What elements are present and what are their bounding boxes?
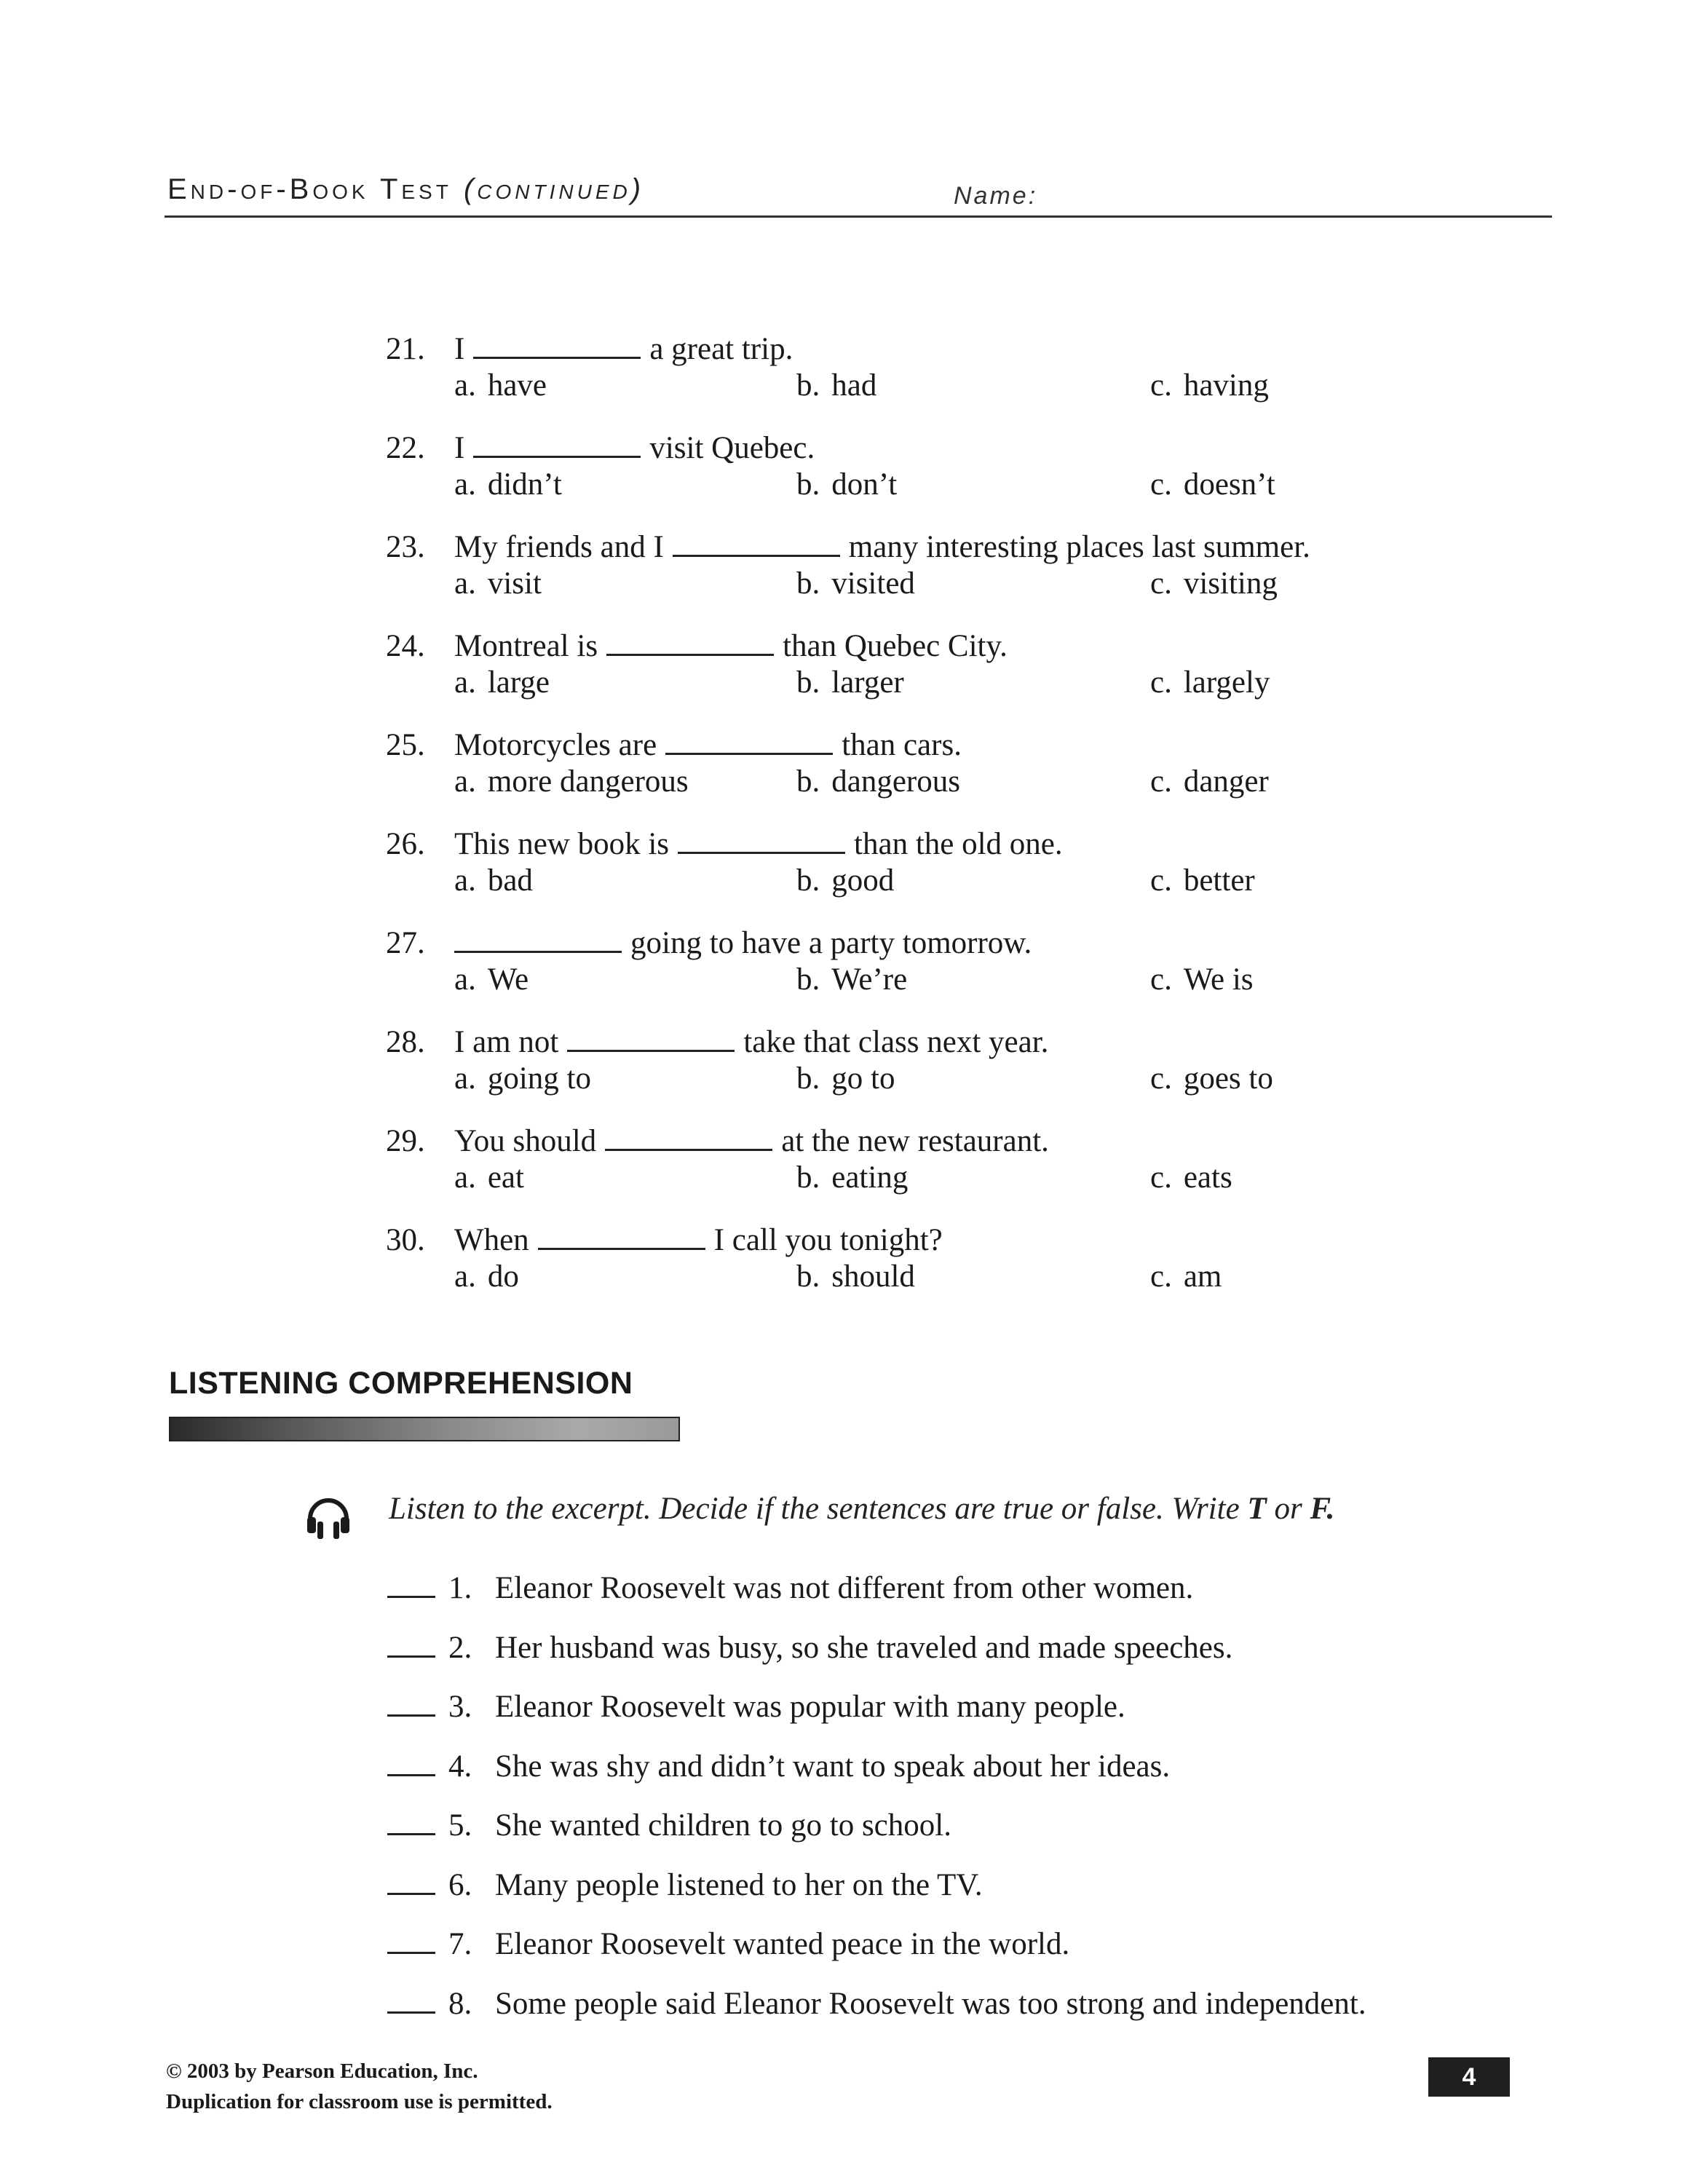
instr-f: F. — [1310, 1492, 1335, 1526]
tf-item — [387, 1984, 1366, 2022]
listening-instructions — [389, 1491, 1334, 1527]
question-stem — [386, 626, 1008, 662]
option-c[interactable] — [1150, 469, 1275, 500]
tf-item-text: Her husband was busy, so she traveled and made speeches. — [495, 1631, 1233, 1665]
question-number: 26. — [386, 827, 425, 861]
option-letter: c. — [1150, 566, 1172, 601]
question-text-before: I am not — [454, 1025, 559, 1059]
option-letter: a. — [454, 467, 476, 502]
option-letter: c. — [1150, 1061, 1172, 1096]
question-text-before: My friends and I — [454, 530, 664, 564]
tf-answer-blank[interactable] — [387, 1746, 435, 1776]
option-b[interactable] — [796, 469, 897, 500]
page-header-title — [167, 173, 644, 206]
question-number: 25. — [386, 728, 425, 762]
question-number: 27. — [386, 926, 425, 960]
question-text-after: visit Quebec. — [649, 431, 815, 465]
option-b[interactable] — [796, 568, 915, 599]
question-stem — [386, 725, 962, 761]
option-letter: b. — [796, 1259, 820, 1294]
tf-answer-blank[interactable] — [387, 1924, 435, 1954]
option-text: eats — [1183, 1160, 1232, 1195]
tf-item — [387, 1687, 1125, 1725]
tf-item-text: Some people said Eleanor Roosevelt was too strong and independent. — [495, 1987, 1366, 2021]
option-letter: b. — [796, 467, 820, 502]
question-stem — [386, 1022, 1048, 1058]
option-text: more dangerous — [487, 764, 689, 799]
question-number: 22. — [386, 431, 425, 465]
tf-item-number: 6. — [448, 1868, 472, 1902]
question-text-after: many interesting places last summer. — [848, 530, 1310, 564]
option-text: eating — [831, 1160, 909, 1195]
answer-blank[interactable] — [473, 329, 641, 359]
option-text: We is — [1183, 962, 1254, 997]
option-text: going to — [487, 1061, 591, 1096]
option-letter: b. — [796, 863, 820, 898]
answer-blank[interactable] — [454, 923, 622, 953]
tf-item-number: 2. — [448, 1631, 472, 1665]
tf-item — [387, 1924, 1069, 1962]
option-letter: a. — [454, 368, 476, 403]
answer-blank[interactable] — [538, 1220, 705, 1250]
question-text-before: When — [454, 1223, 529, 1257]
option-letter: a. — [454, 665, 476, 700]
option-letter: a. — [454, 1259, 476, 1294]
section-title: LISTENING COMPREHENSION — [169, 1366, 633, 1401]
question-text-after: going to have a party tomorrow. — [630, 926, 1032, 960]
question-number: 23. — [386, 530, 425, 564]
option-letter: b. — [796, 566, 820, 601]
question-number: 21. — [386, 332, 425, 366]
header-title-continued: (continued) — [463, 173, 645, 205]
option-letter: b. — [796, 1061, 820, 1096]
option-text: good — [831, 863, 895, 898]
option-c[interactable] — [1150, 568, 1278, 599]
tf-item-number: 7. — [448, 1927, 472, 1961]
option-a[interactable] — [454, 667, 550, 698]
option-b[interactable] — [796, 964, 907, 995]
option-letter: c. — [1150, 368, 1172, 403]
question-number: 28. — [386, 1025, 425, 1059]
option-a[interactable] — [454, 568, 542, 599]
option-letter: c. — [1150, 1160, 1172, 1195]
instr-text: Listen to the excerpt. Decide if the sentences are true or false. Write — [389, 1492, 1248, 1526]
option-text: dangerous — [831, 764, 960, 799]
tf-item — [387, 1865, 983, 1903]
tf-item-text: Many people listened to her on the TV. — [495, 1868, 983, 1902]
question-stem — [386, 923, 1032, 959]
option-text: larger — [831, 665, 904, 700]
tf-answer-blank[interactable] — [387, 1865, 435, 1895]
option-letter: c. — [1150, 665, 1172, 700]
section-title-bar — [169, 1417, 680, 1441]
option-letter: b. — [796, 368, 820, 403]
option-text: visiting — [1183, 566, 1278, 601]
question-text-after: at the new restaurant. — [781, 1124, 1049, 1158]
tf-item-number: 8. — [448, 1987, 472, 2021]
question-number: 24. — [386, 629, 425, 663]
tf-item-text: Eleanor Roosevelt wanted peace in the world. — [495, 1927, 1070, 1961]
question-text-after: than Quebec City. — [783, 629, 1008, 663]
copyright-line: © 2003 by Pearson Education, Inc. — [166, 2060, 478, 2083]
tf-item-number: 4. — [448, 1749, 472, 1784]
answer-blank[interactable] — [665, 725, 833, 755]
tf-item-number: 5. — [448, 1808, 472, 1843]
option-b[interactable] — [796, 1162, 908, 1193]
tf-item-text: She was shy and didn’t want to speak about her ideas. — [495, 1749, 1171, 1784]
tf-item — [387, 1568, 1193, 1606]
tf-answer-blank[interactable] — [387, 1805, 435, 1835]
question-text-after: take that class next year. — [743, 1025, 1049, 1059]
option-a[interactable] — [454, 469, 562, 500]
answer-blank[interactable] — [606, 626, 774, 656]
option-letter: c. — [1150, 1259, 1172, 1294]
duplication-line: Duplication for classroom use is permitted. — [166, 2090, 553, 2114]
option-letter: c. — [1150, 962, 1172, 997]
header-rule — [165, 215, 1552, 218]
tf-item-text: She wanted children to go to school. — [495, 1808, 951, 1843]
tf-answer-blank[interactable] — [387, 1628, 435, 1658]
option-text: having — [1183, 368, 1269, 403]
option-letter: a. — [454, 962, 476, 997]
question-text-before: Motorcycles are — [454, 728, 657, 762]
option-text: don’t — [831, 467, 898, 502]
option-b[interactable] — [796, 865, 894, 896]
option-b[interactable] — [796, 667, 904, 698]
option-text: should — [831, 1259, 915, 1294]
option-letter: c. — [1150, 467, 1172, 502]
name-label: Name: — [954, 182, 1038, 210]
option-a[interactable] — [454, 1261, 519, 1292]
question-text-before: Montreal is — [454, 629, 598, 663]
option-text: largely — [1183, 665, 1270, 700]
option-text: goes to — [1183, 1061, 1273, 1096]
question-number: 30. — [386, 1223, 425, 1257]
page-number: 4 — [1428, 2057, 1510, 2097]
question-text-after: a great trip. — [649, 332, 793, 366]
option-text: go to — [831, 1061, 895, 1096]
option-text: am — [1183, 1259, 1222, 1294]
question-number: 29. — [386, 1124, 425, 1158]
tf-item-number: 1. — [448, 1571, 472, 1605]
tf-item — [387, 1628, 1232, 1666]
tf-item — [387, 1805, 951, 1843]
question-stem — [386, 329, 793, 365]
question-text-after: than the old one. — [854, 827, 1063, 861]
question-text-after: than cars. — [842, 728, 962, 762]
option-letter: b. — [796, 1160, 820, 1195]
question-stem — [386, 527, 1310, 563]
option-c[interactable] — [1150, 370, 1269, 401]
option-a[interactable] — [454, 766, 689, 797]
option-letter: a. — [454, 764, 476, 799]
option-text: have — [487, 368, 547, 403]
question-stem — [386, 428, 815, 464]
tf-item — [387, 1746, 1170, 1784]
answer-blank[interactable] — [673, 527, 840, 557]
option-c[interactable] — [1150, 667, 1270, 698]
option-letter: b. — [796, 764, 820, 799]
option-letter: b. — [796, 665, 820, 700]
header-title-main: End-of-Book Test — [167, 173, 452, 205]
option-letter: a. — [454, 1160, 476, 1195]
option-c[interactable] — [1150, 766, 1269, 797]
option-text: We’re — [831, 962, 908, 997]
option-b[interactable] — [796, 766, 960, 797]
tf-answer-blank[interactable] — [387, 1687, 435, 1717]
option-c[interactable] — [1150, 964, 1254, 995]
option-b[interactable] — [796, 1261, 915, 1292]
option-c[interactable] — [1150, 1063, 1273, 1094]
option-a[interactable] — [454, 370, 547, 401]
option-c[interactable] — [1150, 1162, 1232, 1193]
question-stem — [386, 1220, 943, 1256]
option-text: better — [1183, 863, 1255, 898]
answer-blank[interactable] — [567, 1022, 735, 1052]
question-text-after: I call you tonight? — [713, 1223, 943, 1257]
answer-blank[interactable] — [605, 1121, 772, 1151]
option-b[interactable] — [796, 1063, 895, 1094]
option-a[interactable] — [454, 865, 533, 896]
question-text-before: I — [454, 431, 465, 465]
option-text: had — [831, 368, 877, 403]
option-b[interactable] — [796, 370, 876, 401]
tf-answer-blank[interactable] — [387, 1984, 435, 2014]
option-a[interactable] — [454, 1162, 524, 1193]
footer-copyright — [166, 2056, 553, 2117]
tf-answer-blank[interactable] — [387, 1568, 435, 1598]
option-c[interactable] — [1150, 865, 1255, 896]
option-text: bad — [487, 863, 533, 898]
question-text-before: This new book is — [454, 827, 670, 861]
question-stem — [386, 824, 1063, 860]
tf-item-number: 3. — [448, 1690, 472, 1724]
option-text: didn’t — [487, 467, 562, 502]
option-text: doesn’t — [1183, 467, 1275, 502]
option-a[interactable] — [454, 964, 529, 995]
instr-t: T — [1247, 1492, 1267, 1526]
option-letter: c. — [1150, 863, 1172, 898]
option-text: large — [487, 665, 550, 700]
option-letter: a. — [454, 863, 476, 898]
instr-or: or — [1266, 1492, 1310, 1526]
option-letter: a. — [454, 566, 476, 601]
question-stem — [386, 1121, 1049, 1157]
answer-blank[interactable] — [473, 428, 641, 458]
option-text: We — [487, 962, 529, 997]
answer-blank[interactable] — [678, 824, 845, 854]
question-text-before: You should — [454, 1124, 597, 1158]
tf-item-text: Eleanor Roosevelt was not different from other women. — [495, 1571, 1194, 1605]
option-letter: c. — [1150, 764, 1172, 799]
option-letter: a. — [454, 1061, 476, 1096]
option-text: visited — [831, 566, 915, 601]
option-letter: b. — [796, 962, 820, 997]
option-a[interactable] — [454, 1063, 591, 1094]
option-text: visit — [487, 566, 542, 601]
option-text: eat — [487, 1160, 524, 1195]
tf-item-text: Eleanor Roosevelt was popular with many people. — [495, 1690, 1125, 1724]
question-text-before: I — [454, 332, 465, 366]
headphones-icon — [304, 1489, 352, 1540]
option-c[interactable] — [1150, 1261, 1222, 1292]
option-text: danger — [1183, 764, 1269, 799]
option-text: do — [487, 1259, 519, 1294]
